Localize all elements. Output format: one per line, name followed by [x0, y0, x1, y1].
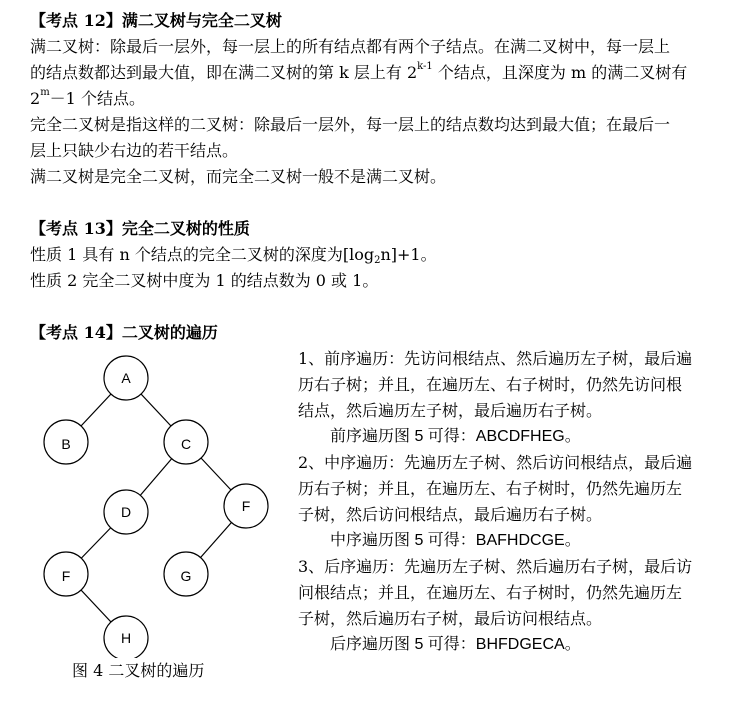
figure-caption: 图 4 二叉树的遍历 [72, 661, 205, 680]
inorder-result: 中序遍历图 5 可得：BAFHDCGE。 [330, 532, 581, 549]
k13-property-1: 性质 1 具有 n 个结点的完全二叉树的深度为[log2n]+1。 [30, 245, 437, 266]
tree-label-e: F [241, 498, 251, 514]
traversal-line-9: 3、后序遍历：先遍历左子树、然后遍历右子树，最后访 [298, 557, 693, 576]
tree-label-g: G [180, 568, 192, 584]
tree-label-a: A [121, 370, 131, 386]
heading-k14: 【考点 14】二叉树的遍历 [30, 323, 218, 342]
k12-line-4: 完全二叉树是指这样的二叉树：除最后一层外，每一层上的结点数均达到最大值；在最后一 [30, 115, 671, 134]
k12-line-6: 满二叉树是完全二叉树，而完全二叉树一般不是满二叉树。 [30, 167, 447, 186]
binary-tree-diagram [30, 348, 280, 658]
tree-label-c: C [180, 436, 192, 452]
traversal-line-11: 子树，然后遍历右子树，最后访问根结点。 [298, 609, 603, 628]
tree-label-b: B [61, 436, 71, 452]
k12-line-2: 的结点数都达到最大值，即在满二叉树的第 k 层上有 2$^{k-1}$ 个结点，且深度为 m 的满二叉树有 [30, 61, 688, 82]
k12-line-5: 层上只缺少右边的若干结点。 [30, 141, 239, 160]
k12-line-3: $2^m-1$ 个结点。 [30, 87, 145, 108]
heading-k12: 【考点 12】满二叉树与完全二叉树 [30, 11, 282, 30]
k12-line-1: 满二叉树：除最后一层外，每一层上的所有结点都有两个子结点。在满二叉树中，每一层上 [30, 37, 671, 56]
preorder-result: 前序遍历图 5 可得：ABCDFHEG。 [330, 428, 581, 445]
tree-label-f: F [61, 568, 71, 584]
traversal-line-1: 1、前序遍历：先访问根结点、然后遍历左子树，最后遍 [298, 349, 693, 368]
traversal-line-2: 历右子树；并且，在遍历左、右子树时，仍然先访问根 [298, 375, 683, 394]
heading-k13: 【考点 13】完全二叉树的性质 [30, 219, 250, 238]
traversal-line-6: 历右子树；并且，在遍历左、右子树时，仍然先遍历左 [298, 479, 683, 498]
tree-label-d: D [120, 504, 132, 520]
traversal-line-10: 问根结点；并且，在遍历左、右子树时，仍然先遍历左 [298, 583, 683, 602]
traversal-line-7: 子树，然后访问根结点，最后遍历右子树。 [298, 505, 603, 524]
traversal-line-3: 结点，然后遍历左子树，最后遍历右子树。 [298, 401, 603, 420]
traversal-line-5: 2、中序遍历：先遍历左子树、然后访问根结点，最后遍 [298, 453, 693, 472]
tree-label-h: H [120, 630, 132, 646]
postorder-result: 后序遍历图 5 可得：BHFDGECA。 [330, 636, 581, 653]
k13-property-2: 性质 2 完全二叉树中度为 1 的结点数为 0 或 1。 [30, 271, 379, 290]
